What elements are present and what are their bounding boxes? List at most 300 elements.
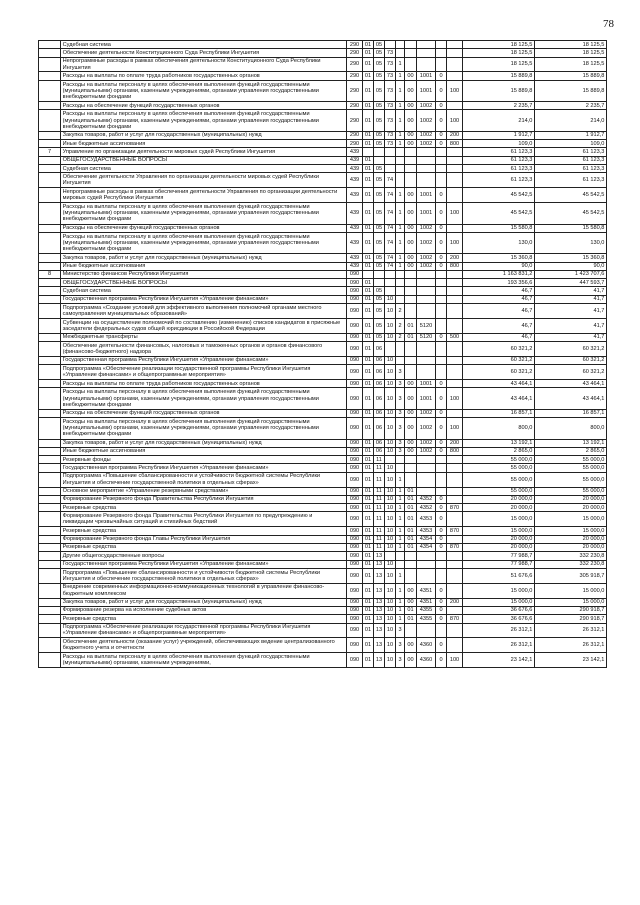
row-description: Закупка товаров, работ и услуг для государственных (муниципальных) нужд: [61, 598, 347, 606]
code-subprogram: 1: [396, 188, 405, 203]
code-ministry: 439: [347, 148, 363, 156]
code-extra: 0: [436, 102, 447, 110]
code-event: 00: [405, 653, 417, 668]
code-event: [405, 365, 417, 380]
amount-year-2: 41,7: [535, 287, 607, 295]
row-number: [39, 287, 61, 295]
code-ministry: 090: [347, 552, 363, 560]
code-direction: 1002: [417, 439, 436, 447]
table-row: [39, 140, 607, 148]
code-expense-type: 100: [447, 110, 463, 131]
code-ministry: 090: [347, 543, 363, 551]
code-ministry: 439: [347, 262, 363, 270]
code-ministry: 090: [347, 568, 363, 583]
code-section: 01: [363, 156, 374, 164]
code-event: [405, 295, 417, 303]
code-extra: 0: [436, 418, 447, 439]
code-direction: [417, 552, 436, 560]
code-section: 01: [363, 653, 374, 668]
amount-year-2: 15 580,8: [535, 224, 607, 232]
code-ministry: 439: [347, 203, 363, 224]
code-ministry: 090: [347, 472, 363, 487]
code-event: 00: [405, 102, 417, 110]
code-program: 74: [385, 254, 396, 262]
amount-year-2: 20 000,0: [535, 535, 607, 543]
code-ministry: 290: [347, 140, 363, 148]
row-number: [39, 333, 61, 341]
amount-year-2: 43 464,1: [535, 380, 607, 388]
code-extra: 0: [436, 110, 447, 131]
code-ministry: 090: [347, 380, 363, 388]
code-event: [405, 279, 417, 287]
amount-year-1: 77 988,7: [463, 552, 535, 560]
table-row: [39, 560, 607, 568]
code-ministry: 090: [347, 512, 363, 527]
row-number: 7: [39, 148, 61, 156]
code-event: 00: [405, 409, 417, 417]
code-extra: [436, 156, 447, 164]
code-expense-type: 800: [447, 140, 463, 148]
code-event: 00: [405, 72, 417, 80]
table-row: [39, 318, 607, 333]
code-expense-type: [447, 606, 463, 614]
code-extra: [436, 303, 447, 318]
code-program: 73: [385, 110, 396, 131]
code-extra: [436, 318, 447, 333]
code-ministry: 090: [347, 487, 363, 495]
amount-year-2: 13 192,1: [535, 439, 607, 447]
code-extra: [436, 365, 447, 380]
amount-year-1: 46,7: [463, 318, 535, 333]
code-ministry: 090: [347, 318, 363, 333]
code-subprogram: 3: [396, 439, 405, 447]
amount-year-2: 60 321,2: [535, 342, 607, 357]
code-program: 10: [385, 447, 396, 455]
code-direction: 5120: [417, 333, 436, 341]
code-event: 01: [405, 615, 417, 623]
row-description: Расходы на выплаты персоналу в целях обеспечения выполнения функций государственными (муниципальными) органами, казенными учреждениями, органами управления государственными внебюджетными фондами: [61, 232, 347, 253]
row-number: [39, 638, 61, 653]
amount-year-1: 15 889,8: [463, 80, 535, 101]
amount-year-1: 214,0: [463, 110, 535, 131]
table-row: [39, 447, 607, 455]
code-section: 01: [363, 543, 374, 551]
row-description: Расходы на выплаты персоналу в целях обеспечения выполнения функций государственными (муниципальными) органами, казенными учреждениями, органами управления государственными внебюджетными фондами: [61, 110, 347, 131]
table-row: [39, 487, 607, 495]
row-number: [39, 279, 61, 287]
code-event: 00: [405, 188, 417, 203]
table-row: [39, 472, 607, 487]
table-row: [39, 41, 607, 49]
code-expense-type: 200: [447, 439, 463, 447]
amount-year-1: 61 123,3: [463, 173, 535, 188]
code-subsection: 06: [374, 418, 385, 439]
code-ministry: 090: [347, 439, 363, 447]
row-number: [39, 653, 61, 668]
code-event: 01: [405, 318, 417, 333]
table-row: [39, 148, 607, 156]
code-subprogram: 1: [396, 583, 405, 598]
code-extra: 0: [436, 583, 447, 598]
code-direction: 4360: [417, 638, 436, 653]
code-extra: [436, 356, 447, 364]
row-description: Обеспечение деятельности Конституционного Суда Республики Ингушетия: [61, 49, 347, 57]
row-description: Подпрограмма «Создание условий для эффективного выполнения полномочий органами местного самоуправления муниципальных образований»: [61, 303, 347, 318]
row-description: Субвенции на осуществление полномочий по составлению (изменению) списков кандидатов в присяжные заседатели федеральных судов общей юрисдикции в Российской Федерации: [61, 318, 347, 333]
code-section: 01: [363, 583, 374, 598]
row-number: [39, 49, 61, 57]
amount-year-2: 90,0: [535, 262, 607, 270]
code-subsection: 05: [374, 102, 385, 110]
code-extra: [436, 487, 447, 495]
row-description: Резервные фонды: [61, 456, 347, 464]
amount-year-1: 20 000,0: [463, 535, 535, 543]
code-ministry: 090: [347, 287, 363, 295]
table-row: [39, 342, 607, 357]
amount-year-1: 55 000,0: [463, 464, 535, 472]
row-description: Расходы на выплаты персоналу в целях обеспечения выполнения функций государственными (муниципальными) органами, казенными учреждениями,: [61, 653, 347, 668]
amount-year-1: 15 360,8: [463, 254, 535, 262]
code-direction: 4353: [417, 527, 436, 535]
code-ministry: 439: [347, 156, 363, 164]
code-event: 01: [405, 504, 417, 512]
code-direction: 1002: [417, 232, 436, 253]
code-expense-type: [447, 173, 463, 188]
row-description: Резервные средства: [61, 615, 347, 623]
code-subprogram: [396, 165, 405, 173]
amount-year-2: 18 125,5: [535, 41, 607, 49]
code-direction: 1001: [417, 72, 436, 80]
row-description: ОБЩЕГОСУДАРСТВЕННЫЕ ВОПРОСЫ: [61, 279, 347, 287]
code-event: 01: [405, 606, 417, 614]
row-number: [39, 303, 61, 318]
code-event: 00: [405, 254, 417, 262]
table-row: [39, 535, 607, 543]
row-description: Судебная система: [61, 287, 347, 295]
code-extra: 0: [436, 512, 447, 527]
code-subprogram: [396, 560, 405, 568]
code-section: 01: [363, 262, 374, 270]
table-row: [39, 156, 607, 164]
code-subsection: 13: [374, 560, 385, 568]
table-row: [39, 512, 607, 527]
code-extra: 0: [436, 333, 447, 341]
code-event: [405, 342, 417, 357]
code-ministry: 290: [347, 102, 363, 110]
code-subsection: 11: [374, 527, 385, 535]
code-direction: 1002: [417, 140, 436, 148]
code-event: [405, 173, 417, 188]
table-row: [39, 49, 607, 57]
code-ministry: 090: [347, 615, 363, 623]
code-subsection: 05: [374, 295, 385, 303]
code-program: 10: [385, 409, 396, 417]
code-extra: 0: [436, 527, 447, 535]
row-number: [39, 472, 61, 487]
table-row: [39, 606, 607, 614]
code-expense-type: [447, 279, 463, 287]
code-direction: 1002: [417, 102, 436, 110]
code-program: 10: [385, 504, 396, 512]
row-number: [39, 102, 61, 110]
code-program: 10: [385, 472, 396, 487]
amount-year-1: 15 889,8: [463, 72, 535, 80]
code-direction: [417, 303, 436, 318]
amount-year-1: 15 000,0: [463, 583, 535, 598]
code-extra: 0: [436, 504, 447, 512]
code-program: 10: [385, 598, 396, 606]
code-event: [405, 41, 417, 49]
code-section: 01: [363, 456, 374, 464]
amount-year-1: 36 676,6: [463, 615, 535, 623]
row-number: [39, 464, 61, 472]
code-subsection: 11: [374, 512, 385, 527]
code-subsection: 06: [374, 439, 385, 447]
amount-year-2: 61 123,3: [535, 156, 607, 164]
row-description: Государственная программа Республики Ингушетия «Управление финансами»: [61, 560, 347, 568]
code-program: 10: [385, 318, 396, 333]
code-program: [385, 156, 396, 164]
table-row: [39, 303, 607, 318]
code-direction: [417, 148, 436, 156]
row-description: Резервные средства: [61, 527, 347, 535]
code-direction: 4354: [417, 543, 436, 551]
code-subsection: [374, 156, 385, 164]
code-subsection: 05: [374, 41, 385, 49]
code-subsection: 11: [374, 456, 385, 464]
amount-year-1: 77 988,7: [463, 560, 535, 568]
code-subprogram: 1: [396, 543, 405, 551]
amount-year-1: 15 000,0: [463, 527, 535, 535]
code-subprogram: 3: [396, 380, 405, 388]
code-section: 01: [363, 527, 374, 535]
code-subsection: 13: [374, 606, 385, 614]
code-expense-type: [447, 72, 463, 80]
code-direction: [417, 165, 436, 173]
code-program: 10: [385, 543, 396, 551]
code-extra: [436, 279, 447, 287]
code-extra: 0: [436, 606, 447, 614]
code-section: 01: [363, 365, 374, 380]
code-program: 10: [385, 365, 396, 380]
code-subprogram: 1: [396, 568, 405, 583]
code-subprogram: 1: [396, 262, 405, 270]
table-row: [39, 568, 607, 583]
row-number: [39, 560, 61, 568]
row-number: [39, 188, 61, 203]
amount-year-1: 20 000,0: [463, 504, 535, 512]
row-description: Формирование Резервного фонда Правительства Республики Ингушетия по предупреждению и ликвидации чрезвычайных ситуаций и стихийных бедствий: [61, 512, 347, 527]
row-number: [39, 262, 61, 270]
code-direction: [417, 623, 436, 638]
code-expense-type: [447, 535, 463, 543]
code-event: 00: [405, 418, 417, 439]
amount-year-1: 46,7: [463, 333, 535, 341]
code-subprogram: [396, 270, 405, 278]
code-subprogram: [396, 356, 405, 364]
row-number: [39, 527, 61, 535]
code-subsection: [374, 148, 385, 156]
code-direction: 1002: [417, 418, 436, 439]
code-extra: 0: [436, 495, 447, 503]
code-expense-type: 100: [447, 203, 463, 224]
code-extra: [436, 41, 447, 49]
amount-year-2: 130,0: [535, 232, 607, 253]
code-expense-type: 870: [447, 543, 463, 551]
code-event: 00: [405, 262, 417, 270]
code-subprogram: 1: [396, 487, 405, 495]
code-program: 10: [385, 464, 396, 472]
code-extra: [436, 57, 447, 72]
code-expense-type: [447, 380, 463, 388]
amount-year-1: 51 676,6: [463, 568, 535, 583]
code-extra: [436, 270, 447, 278]
code-event: 00: [405, 439, 417, 447]
code-subsection: 05: [374, 173, 385, 188]
row-description: ОБЩЕГОСУДАРСТВЕННЫЕ ВОПРОСЫ: [61, 156, 347, 164]
amount-year-2: 15 360,8: [535, 254, 607, 262]
code-ministry: 090: [347, 606, 363, 614]
row-description: Обеспечение деятельности финансовых, налоговых и таможенных органов и органов финансового (финансово-бюджетного) надзора: [61, 342, 347, 357]
code-direction: 1002: [417, 254, 436, 262]
code-direction: [417, 49, 436, 57]
code-event: [405, 472, 417, 487]
code-direction: [417, 472, 436, 487]
code-subsection: 05: [374, 80, 385, 101]
code-event: 01: [405, 535, 417, 543]
code-program: [385, 456, 396, 464]
code-subsection: [374, 270, 385, 278]
table-row: [39, 380, 607, 388]
code-direction: 4360: [417, 653, 436, 668]
amount-year-2: 60 321,2: [535, 356, 607, 364]
code-program: 10: [385, 560, 396, 568]
code-section: 01: [363, 131, 374, 139]
code-section: 01: [363, 41, 374, 49]
table-row: [39, 165, 607, 173]
code-section: 01: [363, 409, 374, 417]
code-event: [405, 464, 417, 472]
table-row: [39, 439, 607, 447]
code-expense-type: 100: [447, 80, 463, 101]
row-description: Межбюджетные трансферты: [61, 333, 347, 341]
code-subprogram: 1: [396, 131, 405, 139]
table-row: [39, 464, 607, 472]
code-subsection: 05: [374, 333, 385, 341]
row-number: [39, 380, 61, 388]
code-expense-type: [447, 49, 463, 57]
code-direction: [417, 568, 436, 583]
code-section: 01: [363, 439, 374, 447]
code-event: 00: [405, 131, 417, 139]
table-row: [39, 224, 607, 232]
code-extra: [436, 173, 447, 188]
row-number: [39, 388, 61, 409]
code-subprogram: 1: [396, 110, 405, 131]
code-subsection: 05: [374, 287, 385, 295]
row-description: Государственная программа Республики Ингушетия «Управление финансами»: [61, 464, 347, 472]
amount-year-1: 60 321,2: [463, 365, 535, 380]
code-section: 01: [363, 552, 374, 560]
code-subsection: 13: [374, 653, 385, 668]
code-ministry: 290: [347, 49, 363, 57]
code-subprogram: 1: [396, 72, 405, 80]
row-description: Закупка товаров, работ и услуг для государственных (муниципальных) нужд: [61, 131, 347, 139]
row-description: Расходы на выплаты персоналу в целях обеспечения выполнения функций государственными (муниципальными) органами, казенными учреждениями, органами управления государственными внебюджетными фондами: [61, 203, 347, 224]
code-subsection: 05: [374, 318, 385, 333]
table-row: [39, 57, 607, 72]
table-row: [39, 504, 607, 512]
amount-year-2: 2 235,7: [535, 102, 607, 110]
code-direction: [417, 295, 436, 303]
amount-year-1: 61 123,3: [463, 148, 535, 156]
code-section: [363, 148, 374, 156]
amount-year-2: 15 889,8: [535, 72, 607, 80]
row-description: Расходы на выплаты персоналу в целях обеспечения выполнения функций государственными (муниципальными) органами, казенными учреждениями, органами управления государственными внебюджетными фондами: [61, 80, 347, 101]
code-extra: 0: [436, 447, 447, 455]
code-direction: [417, 41, 436, 49]
row-description: Основное мероприятие «Управление резервными средствами»: [61, 487, 347, 495]
code-program: 73: [385, 57, 396, 72]
row-description: Судебная система: [61, 41, 347, 49]
code-program: 10: [385, 638, 396, 653]
code-extra: 0: [436, 224, 447, 232]
row-description: Резервные средства: [61, 504, 347, 512]
code-event: 01: [405, 495, 417, 503]
code-ministry: 290: [347, 131, 363, 139]
amount-year-2: 20 000,0: [535, 495, 607, 503]
amount-year-2: 41,7: [535, 303, 607, 318]
row-number: [39, 365, 61, 380]
code-expense-type: 100: [447, 418, 463, 439]
code-expense-type: [447, 41, 463, 49]
code-subsection: 05: [374, 232, 385, 253]
code-program: 10: [385, 295, 396, 303]
table-row: [39, 638, 607, 653]
amount-year-1: 60 321,2: [463, 356, 535, 364]
code-program: 73: [385, 140, 396, 148]
code-direction: 4354: [417, 535, 436, 543]
code-event: [405, 356, 417, 364]
code-extra: 0: [436, 543, 447, 551]
row-description: Иные бюджетные ассигнования: [61, 447, 347, 455]
amount-year-1: 2 235,7: [463, 102, 535, 110]
code-event: 00: [405, 380, 417, 388]
code-section: 01: [363, 173, 374, 188]
table-row: [39, 583, 607, 598]
row-description: Формирование Резервного фонда Правительства Республики Ингушетия: [61, 495, 347, 503]
code-subsection: 13: [374, 583, 385, 598]
code-event: 00: [405, 224, 417, 232]
code-program: 74: [385, 188, 396, 203]
code-expense-type: [447, 303, 463, 318]
code-program: 10: [385, 333, 396, 341]
table-row: [39, 254, 607, 262]
code-expense-type: [447, 365, 463, 380]
row-description: Другие общегосударственные вопросы: [61, 552, 347, 560]
code-extra: 0: [436, 439, 447, 447]
row-description: Министерство финансов Республики Ингушетия: [61, 270, 347, 278]
table-row: [39, 543, 607, 551]
code-program: 10: [385, 380, 396, 388]
code-subsection: 13: [374, 598, 385, 606]
code-subsection: 05: [374, 131, 385, 139]
code-subprogram: 1: [396, 80, 405, 101]
code-program: 73: [385, 102, 396, 110]
code-section: 01: [363, 232, 374, 253]
code-program: 10: [385, 615, 396, 623]
code-ministry: 090: [347, 527, 363, 535]
